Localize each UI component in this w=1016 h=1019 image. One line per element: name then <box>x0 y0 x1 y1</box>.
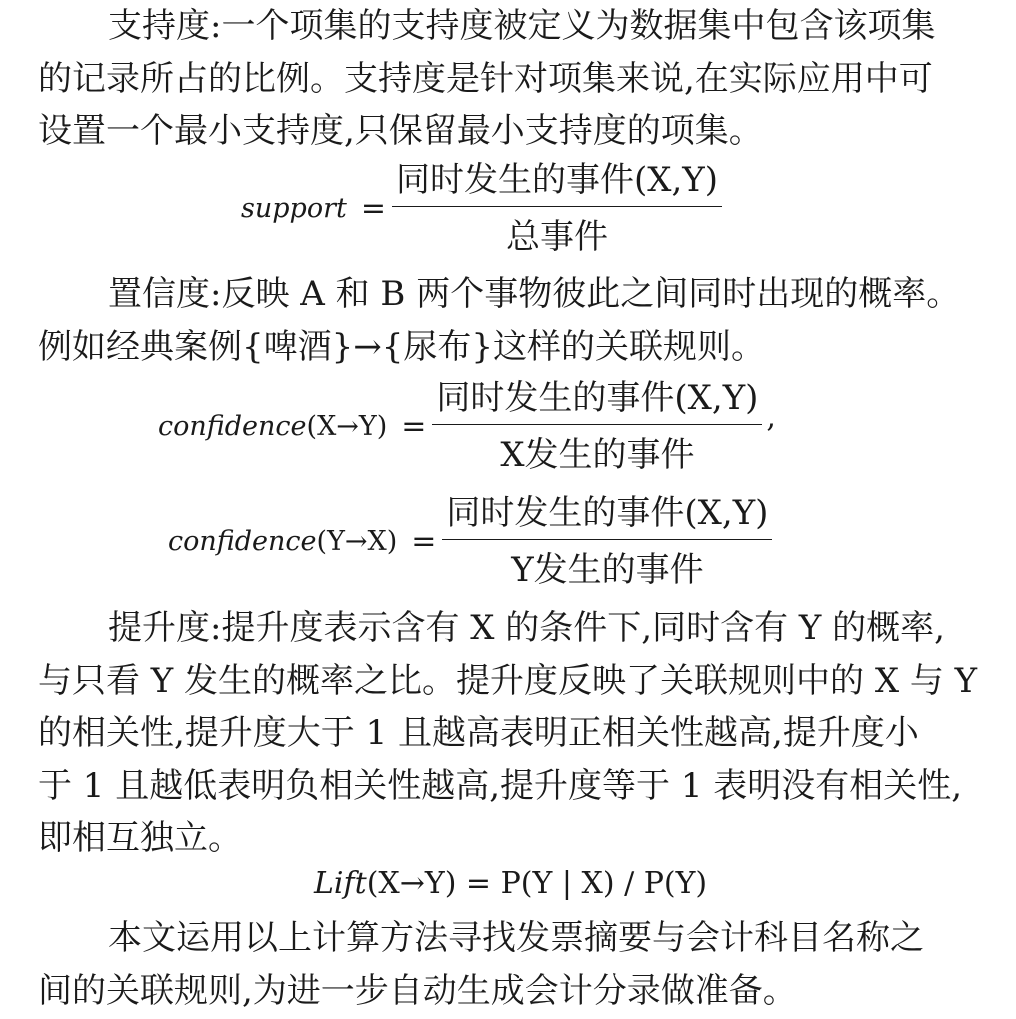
formula-lift <box>314 866 707 901</box>
fraction-numerator: 同时发生的事件(X,Y) <box>392 160 722 207</box>
formula-lift-expression <box>314 866 707 901</box>
formula-lhs <box>158 411 387 442</box>
function-name: confidence <box>158 411 307 442</box>
function-name: confidence <box>168 526 317 557</box>
formula-rhs: (X→Y) = P(Y | X) / P(Y) <box>366 866 708 901</box>
text-line: 即相互独立。 <box>38 818 242 858</box>
function-argument: (X→Y) <box>306 411 388 442</box>
text-line: 间的关联规则,为进一步自动生成会计分录做准备。 <box>38 970 797 1011</box>
text-line: 例如经典案例{啤酒}→{尿布}这样的关联规则。 <box>38 326 766 367</box>
fraction-numerator: 同时发生的事件(X,Y) <box>432 378 762 425</box>
text-line: 与只看 Y 发生的概率之比。提升度反映了关联规则中的 X 与 Y <box>38 660 978 701</box>
formula-support <box>241 160 722 257</box>
text-line: 于 1 且越低表明负相关性越高,提升度等于 1 表明没有相关性, <box>38 765 963 806</box>
paragraph-support <box>38 0 983 158</box>
trailing-comma: , <box>766 400 776 435</box>
formula-lhs <box>168 526 397 557</box>
fraction-denominator: 总事件 <box>505 217 608 257</box>
text-line: 设置一个最小支持度,只保留最小支持度的项集。 <box>38 111 763 151</box>
paragraph-method <box>38 912 983 1017</box>
equals-sign: = <box>360 191 386 226</box>
fraction-denominator: Y发生的事件 <box>511 550 704 590</box>
text-line: 提升度:提升度表示含有 X 的条件下,同时含有 Y 的概率, <box>108 608 945 648</box>
fraction <box>442 493 772 590</box>
text-line: 置信度:反映 A 和 B 两个事物彼此之间同时出现的概率。 <box>108 274 961 314</box>
fraction <box>432 378 762 475</box>
equals-sign: = <box>411 524 437 559</box>
text-line: 支持度:一个项集的支持度被定义为数据集中包含该项集 <box>108 6 936 46</box>
fraction-denominator: X发生的事件 <box>500 435 695 475</box>
formula-confidence-y-x <box>168 493 772 590</box>
fraction-numerator: 同时发生的事件(X,Y) <box>442 493 772 540</box>
fraction <box>392 160 722 257</box>
function-name: Lift <box>314 866 367 901</box>
paragraph-lift <box>38 602 983 865</box>
paragraph-confidence <box>38 268 983 373</box>
text-line: 的记录所占的比例。支持度是针对项集来说,在实际应用中可 <box>38 58 933 99</box>
formula-lhs: support <box>241 193 347 224</box>
text-line: 的相关性,提升度大于 1 且越高表明正相关性越高,提升度小 <box>38 713 919 753</box>
equals-sign: = <box>401 409 427 444</box>
function-argument: (Y→X) <box>316 526 398 557</box>
formula-confidence-x-y <box>158 378 776 475</box>
text-line: 本文运用以上计算方法寻找发票摘要与会计科目名称之 <box>108 918 924 958</box>
